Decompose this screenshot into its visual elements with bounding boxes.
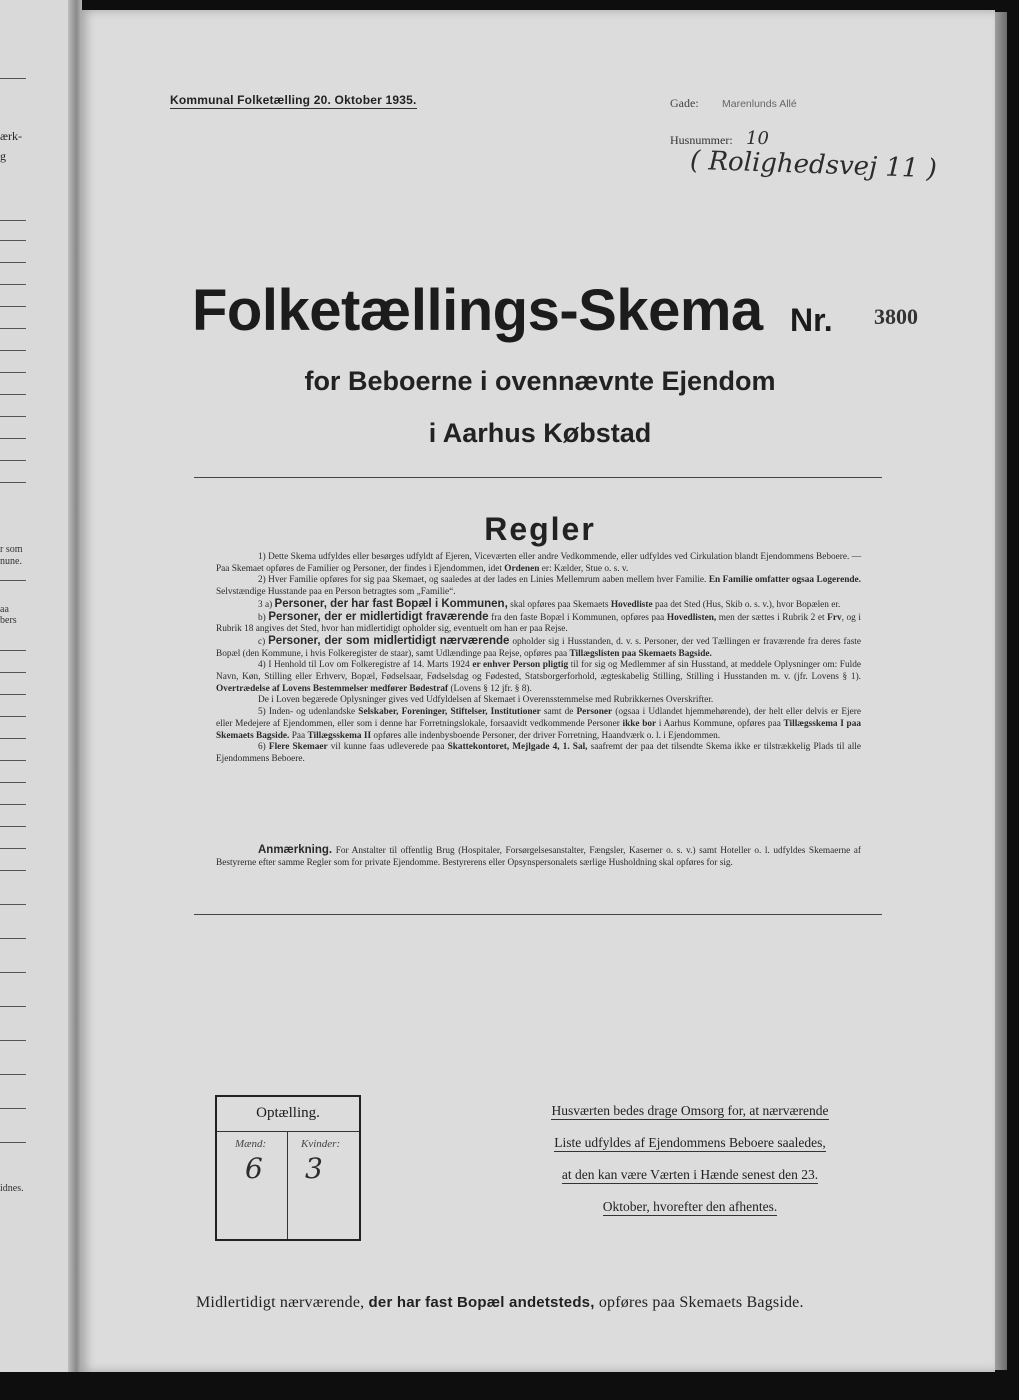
- left-page-rule: [0, 904, 26, 905]
- left-page-rule: [0, 328, 26, 329]
- street-label: Gade:: [670, 96, 699, 110]
- rule-text: 4) I Henhold til Lov om Folkeregistre af 14. Marts 1924: [258, 660, 470, 671]
- rule-text: opføres alle indenbysboende Personer, der driver Forretning, Haandværk o. l. i Ejendommen.: [373, 730, 721, 741]
- left-page-rule: [0, 284, 26, 285]
- handwritten-address-note: ( Rolighedsvej 11 ): [689, 145, 938, 185]
- left-page-rule: [0, 650, 26, 651]
- instruction-line: [520, 1197, 860, 1229]
- rule-3c: [216, 636, 861, 660]
- instruction-line: [520, 1165, 860, 1197]
- left-page-rule: [0, 782, 26, 783]
- instruction-text: Husværten bedes drage Omsorg for, at nærværende: [551, 1103, 829, 1118]
- rule-emphasis: En Familie omfatter ogsaa Logerende.: [708, 575, 861, 586]
- rule-text: 2) Hver Familie opføres for sig paa Skemaet, og saaledes at der lades en Linies Mellemrum aaben mellem hver Familie.: [258, 575, 707, 586]
- census-date-line: Kommunal Folketælling 20. Oktober 1935.: [170, 93, 417, 107]
- left-page-fragment: g: [0, 149, 6, 163]
- left-page-rule: [0, 826, 26, 827]
- left-page-rule: [0, 716, 26, 717]
- rule-text: skal opføres paa Skemaets: [510, 599, 609, 610]
- rule-text: c): [258, 636, 266, 647]
- rule-text: (ogsaa i Udlandet hjemmehørende), der helt eller delvis er Ejere eller Medejere af Ejendommen, eller som i denne har Forretningslokale, forsaavidt vedkommende Personer: [216, 707, 861, 729]
- form-title: Folketællings-Skema: [192, 278, 763, 343]
- left-page-rule: [0, 438, 26, 439]
- left-page-rule: [0, 760, 26, 761]
- footer-text: opføres paa Skemaets Bagside.: [598, 1294, 804, 1311]
- form-number-label: Nr.: [790, 302, 833, 338]
- left-page-rule: [0, 672, 26, 673]
- divider-line: [194, 477, 882, 478]
- left-page-fragment: ærk-: [0, 129, 22, 143]
- left-page-fragment: r som: [0, 544, 23, 555]
- rule-emphasis: Tillægsskema I paa Skemaets Bagside.: [216, 718, 862, 741]
- rule-text: 3 a): [258, 599, 273, 610]
- rule-text: Paa: [291, 730, 306, 741]
- instruction-line: [520, 1133, 860, 1165]
- rule-highlight: Personer, der er midlertidigt fraværende: [268, 610, 489, 623]
- left-page-rule: [0, 694, 26, 695]
- left-page-rule: [0, 848, 26, 849]
- rule-5: [216, 707, 861, 742]
- street-value: Marenlunds Allé: [722, 98, 797, 110]
- left-page-rule: [0, 372, 26, 373]
- rule-emphasis: Hovedlisten,: [666, 612, 717, 623]
- rule-text: , og i Rubrik 18 angives det Sted, hvor han midlertidigt opholder sig, eventuelt om han er paa Rejse.: [216, 612, 861, 635]
- rule-emphasis: Tillægsskema II: [307, 730, 372, 741]
- left-page-fragment: nune.: [0, 556, 22, 567]
- rule-text: vil kunne faas udleverede paa: [330, 742, 445, 753]
- left-facing-page: [0, 0, 78, 1372]
- men-count-value: 6: [245, 1152, 263, 1185]
- rule-6: [216, 742, 861, 765]
- rule-emphasis: Flere Skemaer: [268, 742, 328, 753]
- rule-emphasis: ikke bor: [622, 718, 657, 729]
- footer-note: [196, 1294, 804, 1312]
- left-page-rule: [0, 416, 26, 417]
- remark-block: [216, 845, 861, 869]
- rule-text: saafremt der paa det tilsendte Skema ikke er tilstrækkelig Plads til alle Ejendommens Beboere.: [216, 742, 862, 764]
- form-number-value: 3800: [874, 304, 918, 329]
- left-page-rule: [0, 1108, 26, 1109]
- left-page-rule: [0, 220, 26, 221]
- rules-heading: Regler: [484, 511, 596, 547]
- rule-text: paa det Sted (Hus, Skib o. s. v.), hvor Bopælen er.: [654, 599, 841, 610]
- rule-text: Selvstændige Husstande paa en Person betragtes som „Familie“.: [216, 587, 456, 598]
- rule-highlight: Personer, der har fast Bopæl i Kommunen,: [274, 597, 508, 610]
- rule-emphasis: er enhver Person pligtig: [472, 660, 569, 671]
- left-page-rule: [0, 1142, 26, 1143]
- rule-emphasis: Tillægslisten paa Skemaets Bagside.: [569, 648, 712, 659]
- left-page-rule: [0, 394, 26, 395]
- rules-text: [216, 552, 861, 766]
- divider-line: [194, 914, 882, 915]
- rule-emphasis: Frv: [827, 612, 842, 623]
- left-page-rule: [0, 580, 26, 581]
- left-page-rule: [0, 306, 26, 307]
- rule-text: opholder sig i Husstanden, d. v. s. Personer, der ved Tællingen er fraværende fra deres faste Bopæl (den Kommune, i hvis Folkeregister de staar), samt Udlændinge paa Rejse, opføres paa: [216, 636, 862, 659]
- rule-text: De i Loven begærede Oplysninger gives ved Udfyldelsen af Skemaet i Overensstemmelse med Rubrikkernes Overskrifter.: [258, 695, 714, 706]
- form-subtitle: for Beboerne i ovennævnte Ejendom: [304, 366, 776, 396]
- left-page-rule: [0, 938, 26, 939]
- rule-emphasis: Selskaber, Foreninger, Stiftelser, Institutioner: [358, 707, 541, 718]
- rule-2: [216, 575, 861, 598]
- rule-emphasis: Skattekontoret, Mejlgade 4, 1. Sal,: [447, 742, 588, 753]
- form-subtitle-city: i Aarhus Købstad: [428, 418, 652, 448]
- left-page-fragment: aa: [0, 604, 9, 615]
- rule-4: [216, 660, 861, 695]
- count-title: Optælling.: [217, 1097, 359, 1132]
- women-count-value: 3: [305, 1152, 323, 1185]
- rule-text: er: Kælder, Stue o. s. v.: [541, 563, 629, 574]
- rule-emphasis: Hovedliste: [610, 599, 653, 610]
- remark-label: Anmærkning.: [258, 844, 333, 856]
- rule-highlight: Personer, der som midlertidigt nærværende: [268, 634, 510, 647]
- rule-text: (Lovens § 12 jfr. § 8).: [450, 683, 532, 694]
- remark-text: For Anstalter til offentlig Brug (Hospitaler, Forsørgelsesanstalter, Fængsler, Kaserner o. s. v.) samt Hoteller o. l. udfyldes Skemaerne af Bestyrerne efter samme Regler som for private Ejendomme. Bestyrerens eller Opsynspersonalets særlige Husholdning skal opføres for sig.: [216, 846, 862, 868]
- instruction-line: [520, 1101, 860, 1133]
- left-page-rule: [0, 870, 26, 871]
- men-label: Mænd:: [235, 1138, 267, 1150]
- instruction-text: Oktober, hvorefter den afhentes.: [602, 1199, 778, 1214]
- house-number-value: 10: [746, 128, 769, 149]
- left-page-rule: [0, 240, 26, 241]
- left-page-fragment: idnes.: [0, 1183, 24, 1194]
- rule-text: men der sættes i Rubrik 2 et: [718, 612, 825, 623]
- rule-text: til for sig og Medlemmer af sin Husstand, at meddele Oplysninger om: Fulde Navn, Køn, Stilling eller Erhverv, Bopæl, Fødselsaar, Fødselsdag og Fødested, Statsborgerforhold, ægteskabelig Stilling, Stilling i Husstanden m. v. (jfr. Lovens § 1).: [216, 660, 861, 683]
- landlord-instruction: [520, 1101, 860, 1229]
- women-label: Kvinder:: [301, 1138, 341, 1150]
- remark-paragraph: [216, 845, 861, 869]
- left-page-rule: [0, 972, 26, 973]
- house-number-label: Husnummer:: [670, 133, 733, 147]
- rule-1: [216, 552, 861, 575]
- left-page-rule: [0, 460, 26, 461]
- page-edge: [995, 12, 1007, 1370]
- left-page-rule: [0, 482, 26, 483]
- left-page-rule: [0, 78, 26, 79]
- count-divider: [287, 1131, 288, 1239]
- rule-text: samt de: [543, 707, 574, 718]
- rule-text: i Aarhus Kommune, opføres paa: [658, 718, 781, 729]
- left-page-rule: [0, 1006, 26, 1007]
- left-page-rule: [0, 350, 26, 351]
- footer-emphasis: der har fast Bopæl andetsteds,: [368, 1294, 595, 1311]
- rule-text: 6): [258, 742, 266, 753]
- left-page-rule: [0, 804, 26, 805]
- left-page-rule: [0, 262, 26, 263]
- rule-emphasis: Personer: [576, 707, 613, 718]
- instruction-text: at den kan være Værten i Hænde senest den 23.: [561, 1167, 819, 1182]
- rule-emphasis: Ordenen: [504, 563, 540, 574]
- count-box: [215, 1095, 361, 1241]
- left-page-rule: [0, 1040, 26, 1041]
- rule-text: 5) Inden- og udenlandske: [258, 707, 356, 718]
- instruction-text: Liste udfyldes af Ejendommens Beboere saaledes,: [554, 1135, 826, 1150]
- rule-emphasis: Overtrædelse af Lovens Bestemmelser medfører Bødestraf: [216, 683, 449, 694]
- footer-text: Midlertidigt nærværende,: [196, 1294, 365, 1311]
- rule-4-continued: [216, 695, 861, 707]
- left-page-rule: [0, 1074, 26, 1075]
- left-page-rule: [0, 738, 26, 739]
- rule-text: b): [258, 612, 266, 623]
- left-page-fragment: bers: [0, 615, 17, 626]
- rule-3b: [216, 612, 861, 636]
- rule-text: fra den faste Bopæl i Kommunen, opføres paa: [491, 612, 665, 623]
- rule-text: 1) Dette Skema udfyldes eller besørges udfyldt af Ejeren, Viceværten eller andre Vedkommende, eller udfyldes ved Cirkulation blandt Ejendommens Beboere. — Paa Skemaet opføres de Familier og Personer, der findes i Ejendommen, idet: [216, 552, 861, 574]
